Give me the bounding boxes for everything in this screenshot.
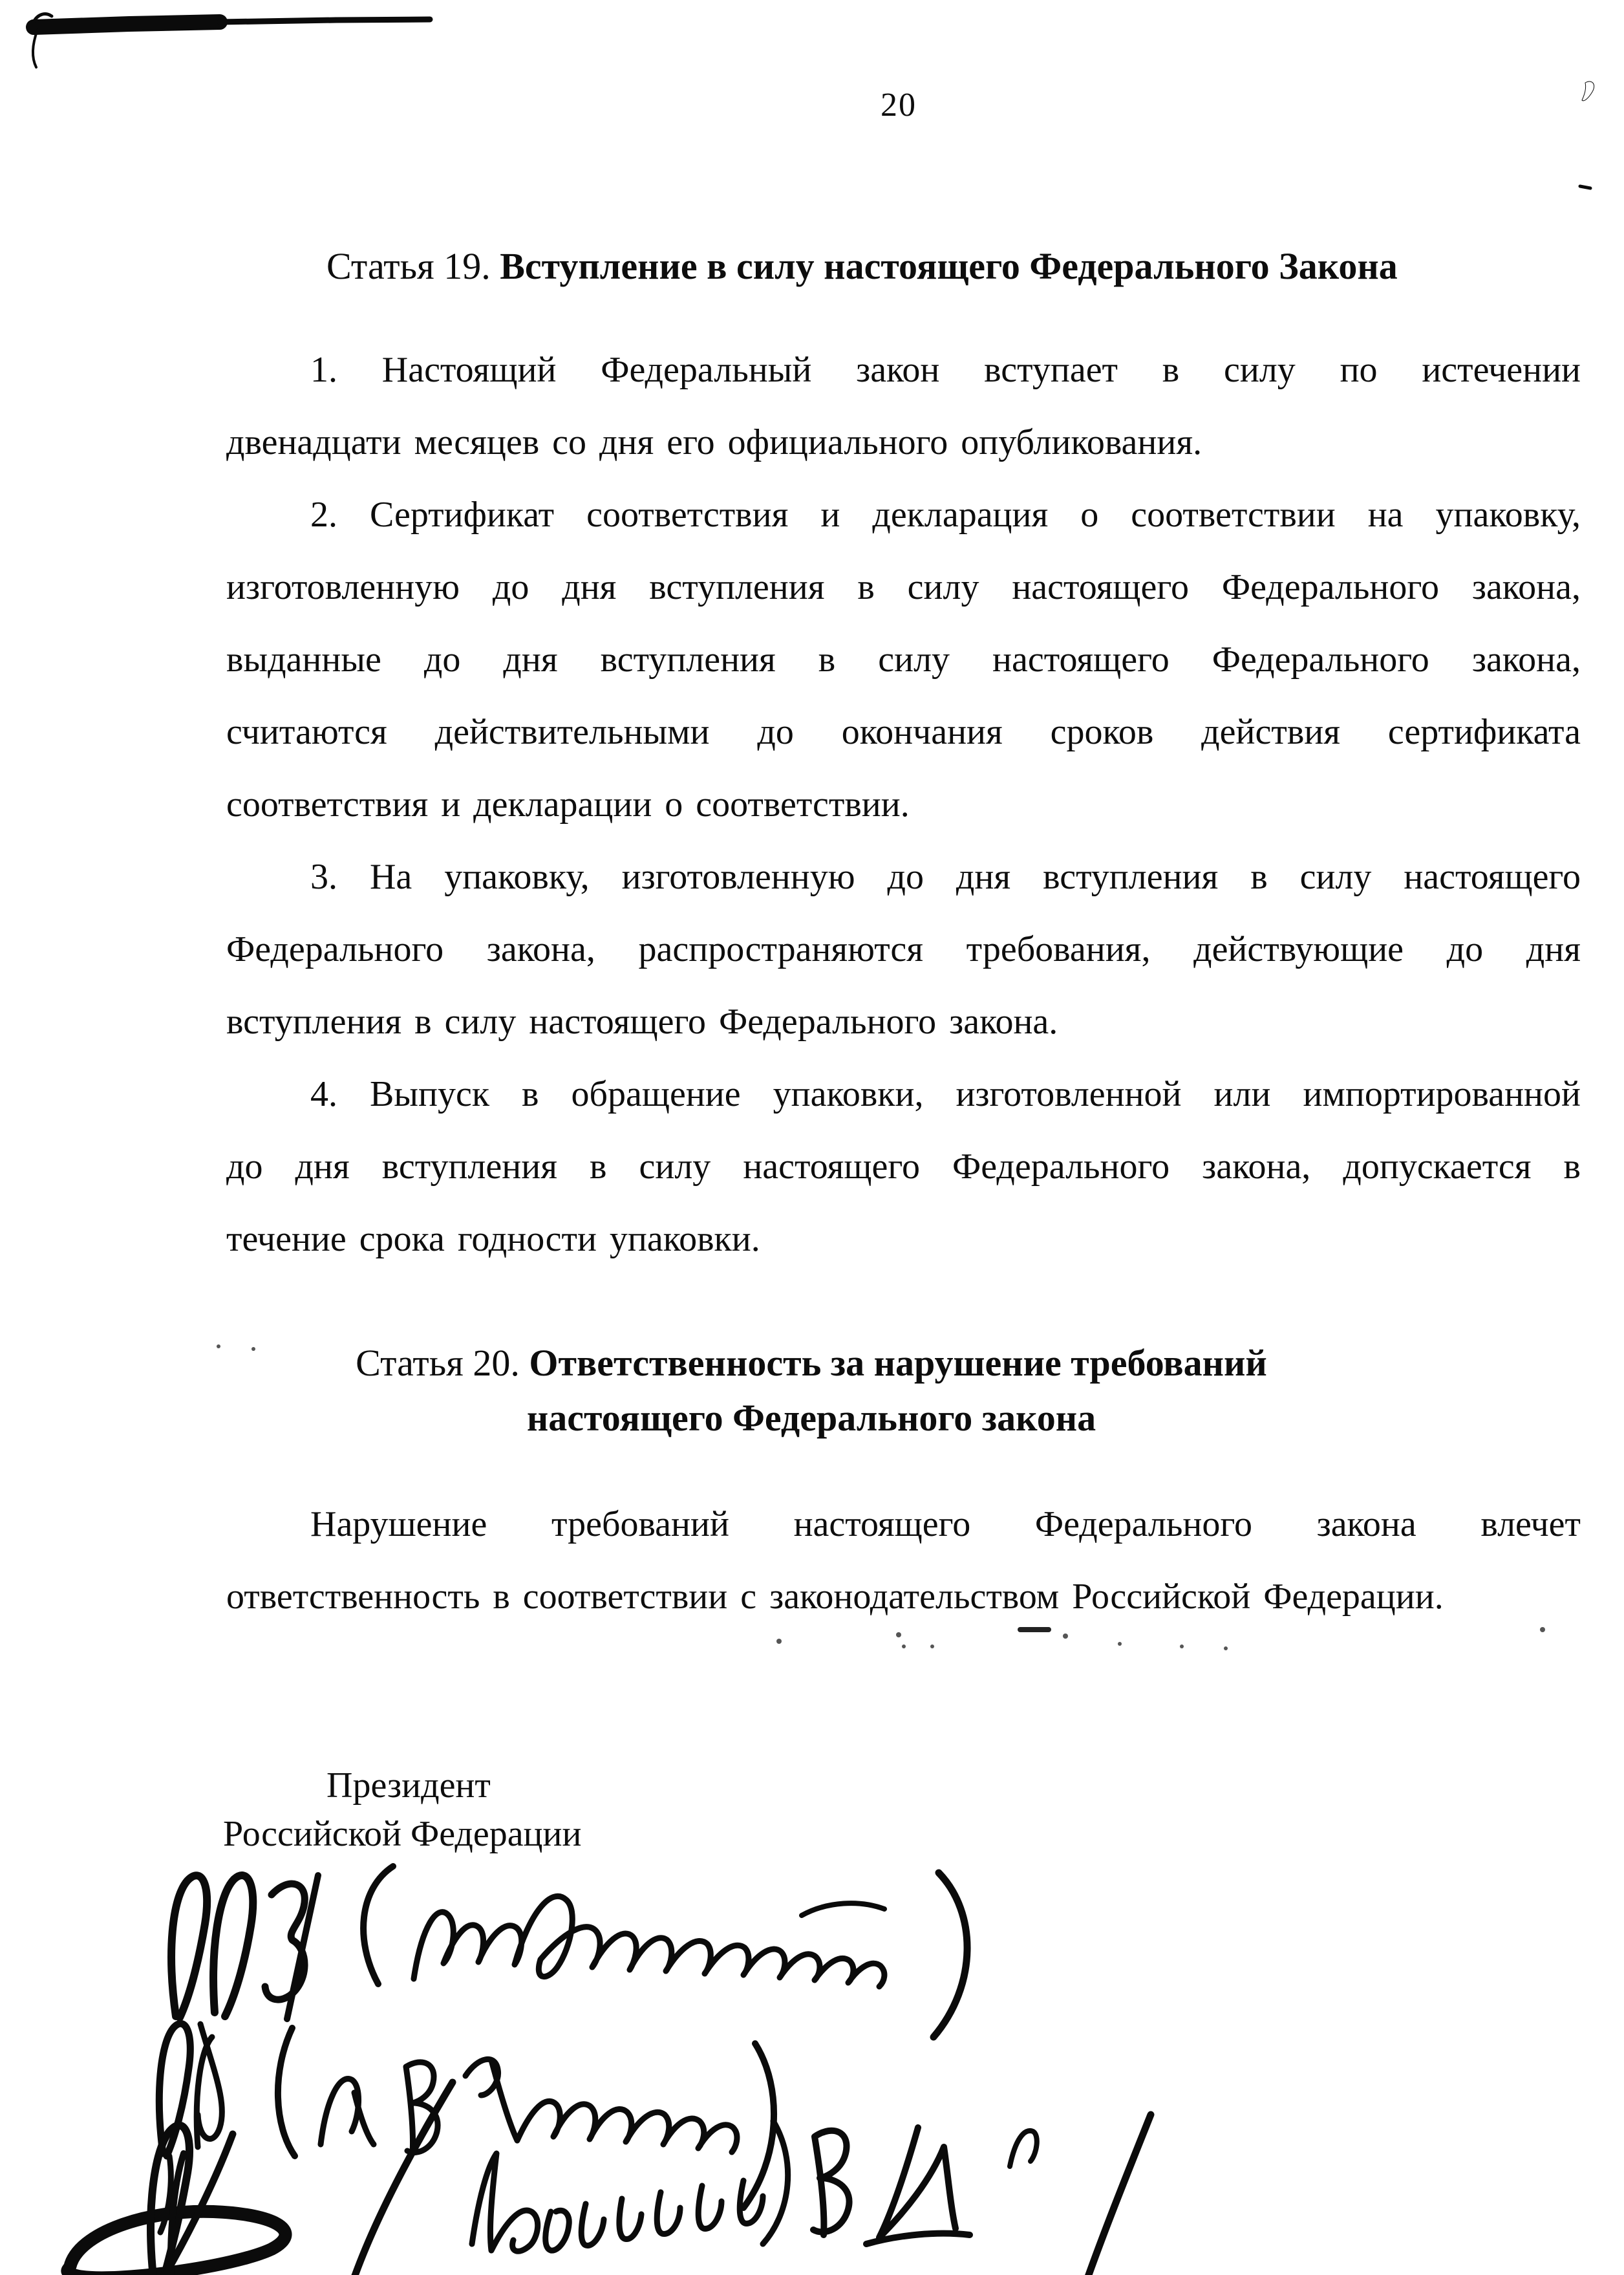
paragraph-line: соответствия и декларации о соответствии. (226, 784, 910, 825)
paragraph-line: 2. Сертификат соответствия и декларация о соответствии на упаковку, (310, 495, 1581, 535)
article-19-paragraph-3 (226, 841, 1581, 1058)
paragraph-line: Федерального закона, распространяются требования, действующие до дня (226, 929, 1581, 969)
paragraph-line: ответственность в соответствии с законодательством Российской Федерации. (226, 1577, 1444, 1617)
signer-title (223, 1762, 870, 1859)
paragraph-line: течение срока годности упаковки. (226, 1219, 760, 1259)
paragraph-line: выданные до дня вступления в силу настоящего Федерального закона, (226, 640, 1581, 680)
paragraph-line: Нарушение требований настоящего Федерального закона влечет (310, 1504, 1581, 1544)
paragraph-line: вступления в силу настоящего Федерального закона. (226, 1002, 1058, 1042)
scan-artifact-line (33, 14, 430, 67)
paragraph-line: 4. Выпуск в обращение упаковки, изготовленной или импортированной (310, 1074, 1581, 1114)
article-20-paragraph (226, 1488, 1581, 1633)
signer-title-line-1: Президент (326, 1765, 491, 1806)
article-20-title-line-2: настоящего Федерального закона (526, 1397, 1096, 1439)
article-20-title-line-1: Ответственность за нарушение требований (529, 1342, 1267, 1384)
paragraph-line: 1. Настоящий Федеральный закон вступает в силу по истечении (310, 350, 1581, 390)
article-19-title: Вступление в силу настоящего Федерального Закона (500, 245, 1398, 287)
article-19-paragraph-1 (226, 334, 1581, 479)
article-20-heading-line-1 (226, 1335, 1396, 1390)
article-20-heading (226, 1335, 1396, 1445)
paragraph-line: двенадцати месяцев со дня его официального опубликования. (226, 422, 1202, 462)
article-19-paragraph-2 (226, 479, 1581, 841)
signature-1 (171, 1866, 967, 2139)
paragraph-line: считаются действительными до окончания сроков действия сертификата (226, 712, 1581, 752)
article-20-label: Статья 20. (356, 1342, 520, 1384)
signature-2 (159, 2023, 787, 2244)
article-19-label: Статья 19. (326, 245, 491, 287)
paragraph-line: изготовленную до дня вступления в силу настоящего Федерального закона, (226, 567, 1581, 607)
signer-title-line-2: Российской Федерации (223, 1814, 582, 1854)
page-number: 20 (881, 87, 917, 124)
signature-3 (68, 2082, 1151, 2275)
article-19-heading (326, 244, 1555, 289)
paragraph-line: до дня вступления в силу настоящего Федерального закона, допускается в (226, 1147, 1581, 1187)
paragraph-line: 3. На упаковку, изготовленную до дня вступления в силу настоящего (310, 857, 1581, 897)
article-19-paragraph-4 (226, 1058, 1581, 1275)
